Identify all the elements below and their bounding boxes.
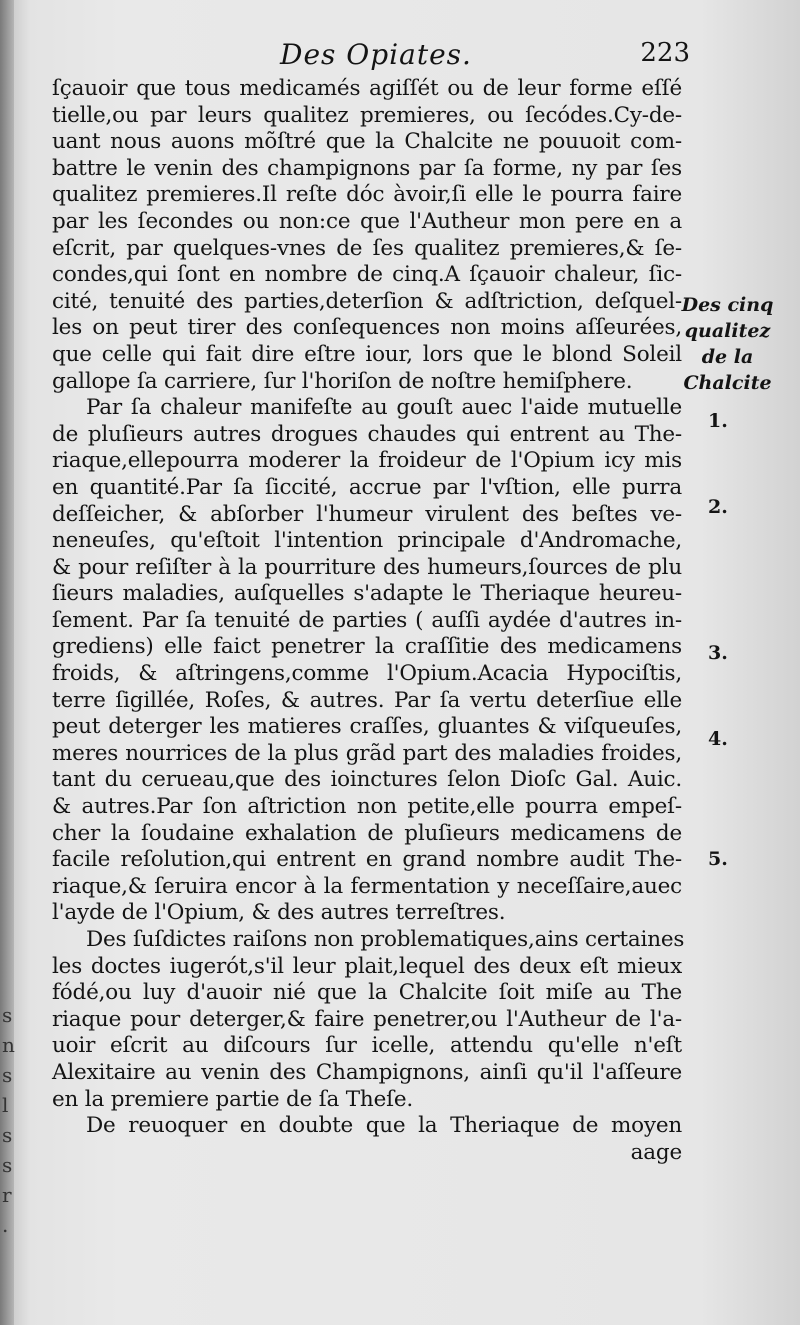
text-line: neneuſes, qu'eſtoit l'intention principale d'Andromache, [52,528,682,554]
text-line: ſement. Par ſa tenuité de parties ( auſſi aydée d'autres in- [52,607,682,633]
page-header [60,38,700,72]
text-line: deſſeicher, & abſorber l'humeur virulent des beſtes ve- [52,501,682,527]
text-line: tant du cerueau,que des ioinctures ſelon Dioſc Gal. Auic. [52,767,682,793]
text-line: uoir eſcrit au diſcours ſur icelle, attendu qu'elle n'eſt [52,1033,682,1059]
text-line: par les ſecondes ou non:ce que l'Autheur mon pere en a [52,208,682,234]
gutter-letters [2,1000,14,1240]
text-line: cité, tenuité des parties,deterſion & adſtriction, deſquel- [52,288,682,314]
text-line: terre ſigillée, Roſes, & autres. Par ſa vertu deterſiue elle [52,687,682,713]
page-number: 223 [640,38,690,68]
running-title: Des Opiates. [280,38,472,71]
text-line: en la premiere partie de ſa Theſe. [52,1086,414,1112]
gutter-letter: s [2,1153,13,1177]
text-line: eſcrit, par quelques-vnes de ſes qualitez premieres,& ſe- [52,235,682,261]
margin-heading-line: de la [701,346,754,368]
catchword: aage [630,1139,682,1165]
text-line: l'ayde de l'Opium, & des autres terreſtres. [52,900,506,926]
gutter-letter: s [2,1123,13,1147]
text-line: grediens) elle faict penetrer la craſſitie des medicamens [52,634,682,660]
text-line: & pour reſiſter à la pourriture des humeurs,ſources de plu [52,554,682,580]
text-line: meres nourrices de la plus grãd part des maladies froides, [52,740,682,766]
gutter-letter: r [2,1183,12,1207]
text-line: les on peut tirer des conſequences non moins aſſeurées, [52,315,682,341]
body-text [52,76,685,1166]
margin-numeral: 4. [708,728,728,750]
gutter-letter: s [2,1063,13,1087]
gutter-letter: s [2,1003,13,1027]
margin-heading-line: qualitez [684,320,771,342]
margin-numeral: 2. [708,496,728,518]
text-line: facile reſolution,qui entrent en grand nombre audit The- [52,847,682,873]
gutter-letter: . [2,1213,9,1237]
text-line: tielle,ou par leurs qualitez premieres, ou ſecódes.Cy-de- [52,102,682,128]
margin-heading-line: Des cinq [681,294,774,316]
margin-numeral: 1. [708,410,728,432]
text-line: Par ſa chaleur manifeſte au gouſt auec l'aide mutuelle [86,395,682,421]
text-line: Des ſuſdictes raiſons non problematiques,ains certaines [86,927,685,952]
text-line: que celle qui fait dire eſtre iour, lors que le blond Soleil [52,341,682,367]
margin-numeral: 3. [708,642,728,664]
margin-note [670,292,785,396]
text-line: riaque,& ſeruira encor à la fermentation y neceſſaire,auec [52,873,682,899]
text-line: uant nous auons mõſtré que la Chalcite ne pouuoit com- [52,129,682,155]
text-line: fódé,ou luy d'auoir nié que la Chalcite ſoit miſe au The [52,980,682,1006]
text-line: battre le venin des champignons par ſa forme, ny par ſes [52,155,682,181]
text-line: De reuoquer en doubte que la Theriaque de moyen [86,1113,682,1139]
margin-numeral: 5. [708,848,728,870]
text-line: Alexitaire au venin des Champignons, ainſi qu'il l'aſſeure [52,1059,682,1085]
margin-heading-line: Chalcite [683,372,772,394]
gutter-letter: l [2,1093,9,1117]
text-line: en quantité.Par ſa ſiccité, accrue par l'vſtion, elle purra [52,474,682,500]
gutter-letter: n [2,1033,15,1057]
text-line: peut deterger les matieres craſſes, gluantes & viſqueuſes, [52,714,682,740]
text-line: riaque,ellepourra moderer la froideur de l'Opium icy mis [52,448,682,474]
text-line: de pluſieurs autres drogues chaudes qui entrent au The- [52,421,682,447]
text-line: cher la ſoudaine exhalation de pluſieurs medicamens de [52,820,682,846]
text-line: les doctes iugerót,s'il leur plait,lequel des deux eſt mieux [52,953,682,979]
text-line: ſçauoir que tous medicamés agiſſét ou de leur forme eſſé [52,76,682,101]
text-line: qualitez premieres.Il reſte dóc àvoir,ſi elle le pourra faire [52,182,682,208]
text-line: ſieurs maladies, auſquelles s'adapte le Theriaque heureu- [52,581,682,607]
text-line: gallope ſa carriere, ſur l'horiſon de noſtre hemiſphere. [52,368,633,394]
text-line: riaque pour deterger,& faire penetrer,ou l'Autheur de l'a- [52,1006,682,1032]
text-line: condes,qui ſont en nombre de cinq.A ſçauoir chaleur, ſic- [52,262,682,288]
text-line: & autres.Par ſon aſtriction non petite,elle pourra empeſ- [52,794,682,820]
text-line: froids, & aſtringens,comme l'Opium.Acacia Hypociſtis, [52,661,682,687]
